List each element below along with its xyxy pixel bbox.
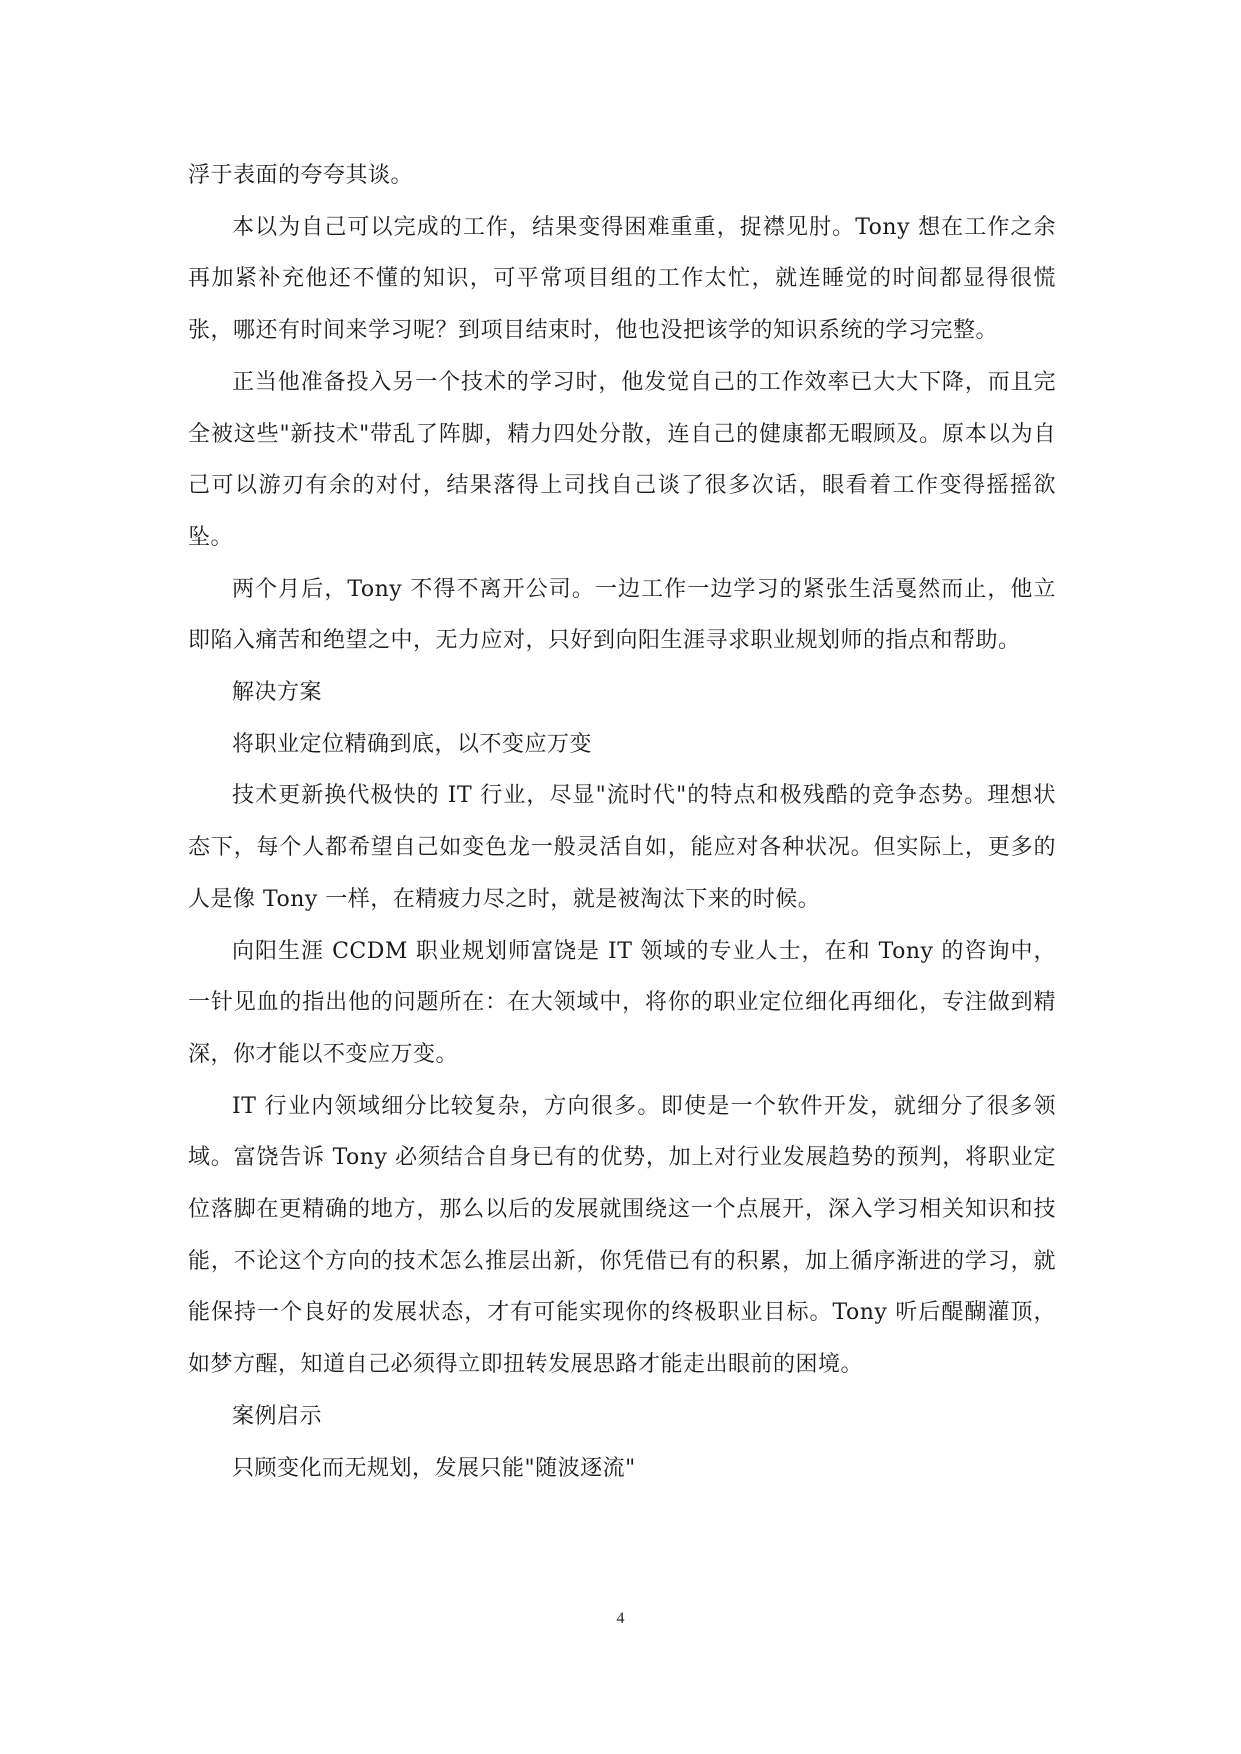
paragraph-leaving-company: 两个月后，Tony 不得不离开公司。一边工作一边学习的紧张生活戛然而止，他立即陷入痛苦和绝望之中，无力应对，只好到向阳生涯寻求职业规划师的指点和帮助。 — [188, 576, 1056, 654]
paragraph-it-industry: 技术更新换代极快的 IT 行业，尽显"流时代"的特点和极残酷的竞争态势。理想状态下，每个人都希望自己如变色龙一般灵活自如，能应对各种状况。但实际上，更多的人是像 Tony 一样，在精疲力尽之时，就是被淘汰下来的时候。 — [188, 783, 1056, 912]
paragraph-continued: 浮于表面的夸夸其谈。 — [188, 163, 414, 188]
section-heading-solution: 解决方案 — [232, 680, 323, 706]
paragraph-project-difficulty: 本以为自己可以完成的工作，结果变得困难重重，捉襟见肘。Tony 想在工作之余再加紧补充他还不懂的知识，可平常项目组的工作太忙，就连睡觉的时间都显得很慌张，哪还有时间来学习呢？到项目结束时，他也没把该学的知识系统的学习完整。 — [188, 214, 1056, 344]
subheading-planning-lesson: 只顾变化而无规划，发展只能"随波逐流" — [232, 1455, 636, 1481]
paragraph-efficiency-decline: 正当他准备投入另一个技术的学习时，他发觉自己的工作效率已大大下降，而且完全被这些"新技术"带乱了阵脚，精力四处分散，连自己的健康都无暇顾及。原本以为自己可以游刃有余的对付，结果落得上司找自己谈了很多次话，眼看着工作变得摇摇欲坠。 — [188, 369, 1056, 550]
paragraph-domain-specialization: IT 行业内领域细分比较复杂，方向很多。即使是一个软件开发，就细分了很多领域。富饶告诉 Tony 必须结合自身已有的优势，加上对行业发展趋势的预判，将职业定位落脚在更精确的地方，那么以后的发展就围绕这一个点展开，深入学习相关知识和技能，不论这个方向的技术怎么推层出新，你凭借已有的积累，加上循序渐进的学习，就能保持一个良好的发展状态，才有可能实现你的终极职业目标。Tony 听后醍醐灌顶，如梦方醒，知道自己必须得立即扭转发展思路才能走出眼前的困境。 — [188, 1093, 1056, 1378]
section-heading-case-insight: 案例启示 — [232, 1403, 323, 1429]
subheading-career-positioning: 将职业定位精确到底，以不变应万变 — [232, 731, 593, 757]
paragraph-consultant-advice: 向阳生涯 CCDM 职业规划师富饶是 IT 领域的专业人士，在和 Tony 的咨询中，一针见血的指出他的问题所在：在大领域中，将你的职业定位细化再细化，专注做到精深，你才能以不变应万变。 — [188, 938, 1056, 1067]
body-text — [188, 150, 1056, 1494]
page-number: 4 — [616, 1610, 625, 1627]
